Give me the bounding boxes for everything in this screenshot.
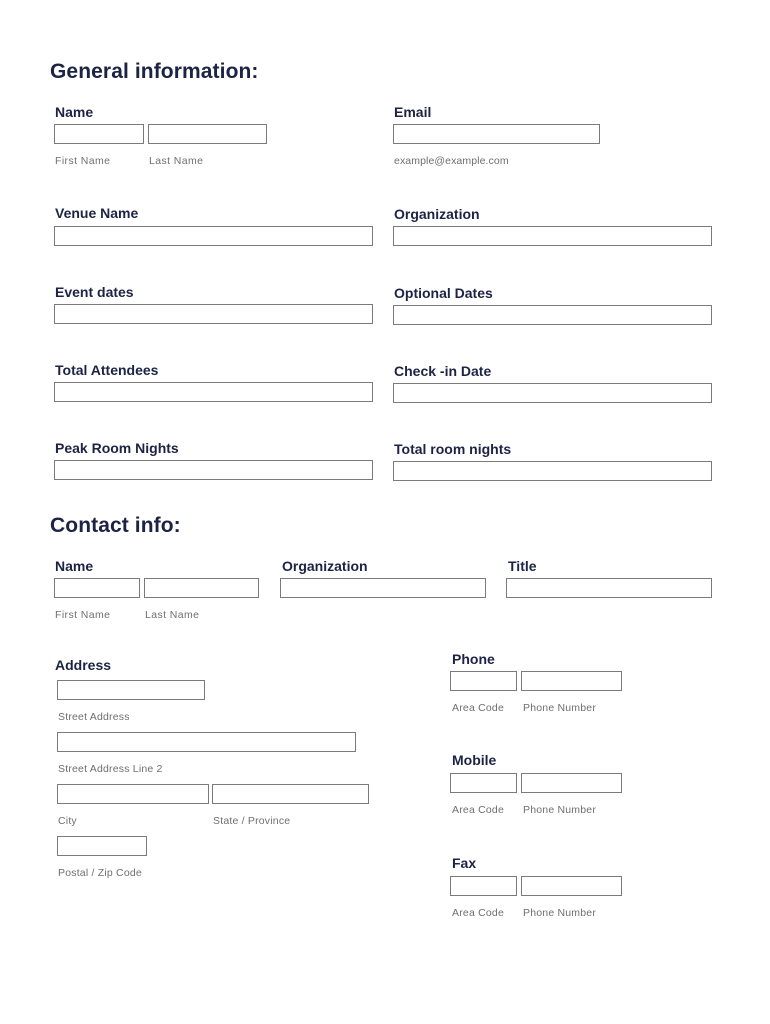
fax-area-code-input[interactable] xyxy=(450,876,517,896)
contact-name-label: Name xyxy=(55,558,94,574)
email-input[interactable] xyxy=(393,124,600,144)
address-label: Address xyxy=(55,657,112,673)
first-name-input[interactable] xyxy=(54,124,144,144)
contact-first-name-sublabel: First Name xyxy=(55,609,111,621)
contact-organization-label: Organization xyxy=(282,558,368,574)
fax-label: Fax xyxy=(452,855,477,871)
fax-number-sublabel: Phone Number xyxy=(523,907,597,919)
venue-name-label: Venue Name xyxy=(55,205,139,221)
check-in-date-input[interactable] xyxy=(393,383,712,403)
organization-input[interactable] xyxy=(393,226,712,246)
total-room-nights-input[interactable] xyxy=(393,461,712,481)
optional-dates-label: Optional Dates xyxy=(394,285,493,301)
total-attendees-input[interactable] xyxy=(54,382,373,402)
fax-number-input[interactable] xyxy=(521,876,622,896)
postal-zip-input[interactable] xyxy=(57,836,147,856)
organization-label: Organization xyxy=(394,206,480,222)
last-name-input[interactable] xyxy=(148,124,267,144)
phone-number-sublabel: Phone Number xyxy=(523,702,597,714)
contact-info-heading: Contact info: xyxy=(50,514,181,537)
fax-area-code-sublabel: Area Code xyxy=(452,907,504,919)
phone-area-code-sublabel: Area Code xyxy=(452,702,504,714)
first-name-sublabel: First Name xyxy=(55,155,111,167)
state-province-sublabel: State / Province xyxy=(213,815,291,827)
email-label: Email xyxy=(394,104,432,120)
city-input[interactable] xyxy=(57,784,209,804)
phone-number-input[interactable] xyxy=(521,671,622,691)
mobile-number-sublabel: Phone Number xyxy=(523,804,597,816)
phone-label: Phone xyxy=(452,651,495,667)
mobile-label: Mobile xyxy=(452,752,497,768)
total-attendees-label: Total Attendees xyxy=(55,362,159,378)
venue-name-input[interactable] xyxy=(54,226,373,246)
email-sublabel: example@example.com xyxy=(394,155,509,167)
name-label: Name xyxy=(55,104,94,120)
state-province-input[interactable] xyxy=(212,784,369,804)
street-address-sublabel: Street Address xyxy=(58,711,130,723)
city-sublabel: City xyxy=(58,815,77,827)
street-address-input[interactable] xyxy=(57,680,205,700)
contact-title-input[interactable] xyxy=(506,578,712,598)
mobile-area-code-sublabel: Area Code xyxy=(452,804,504,816)
event-dates-input[interactable] xyxy=(54,304,373,324)
total-room-nights-label: Total room nights xyxy=(394,441,512,457)
check-in-date-label: Check -in Date xyxy=(394,363,492,379)
last-name-sublabel: Last Name xyxy=(149,155,204,167)
peak-room-nights-input[interactable] xyxy=(54,460,373,480)
peak-room-nights-label: Peak Room Nights xyxy=(55,440,179,456)
contact-first-name-input[interactable] xyxy=(54,578,140,598)
contact-title-label: Title xyxy=(508,558,537,574)
mobile-area-code-input[interactable] xyxy=(450,773,517,793)
optional-dates-input[interactable] xyxy=(393,305,712,325)
street-address-line2-sublabel: Street Address Line 2 xyxy=(58,763,163,775)
event-dates-label: Event dates xyxy=(55,284,134,300)
general-info-heading: General information: xyxy=(50,60,259,83)
contact-organization-input[interactable] xyxy=(280,578,486,598)
contact-last-name-input[interactable] xyxy=(144,578,259,598)
contact-last-name-sublabel: Last Name xyxy=(145,609,200,621)
mobile-number-input[interactable] xyxy=(521,773,622,793)
street-address-line2-input[interactable] xyxy=(57,732,356,752)
phone-area-code-input[interactable] xyxy=(450,671,517,691)
postal-zip-sublabel: Postal / Zip Code xyxy=(58,867,142,879)
